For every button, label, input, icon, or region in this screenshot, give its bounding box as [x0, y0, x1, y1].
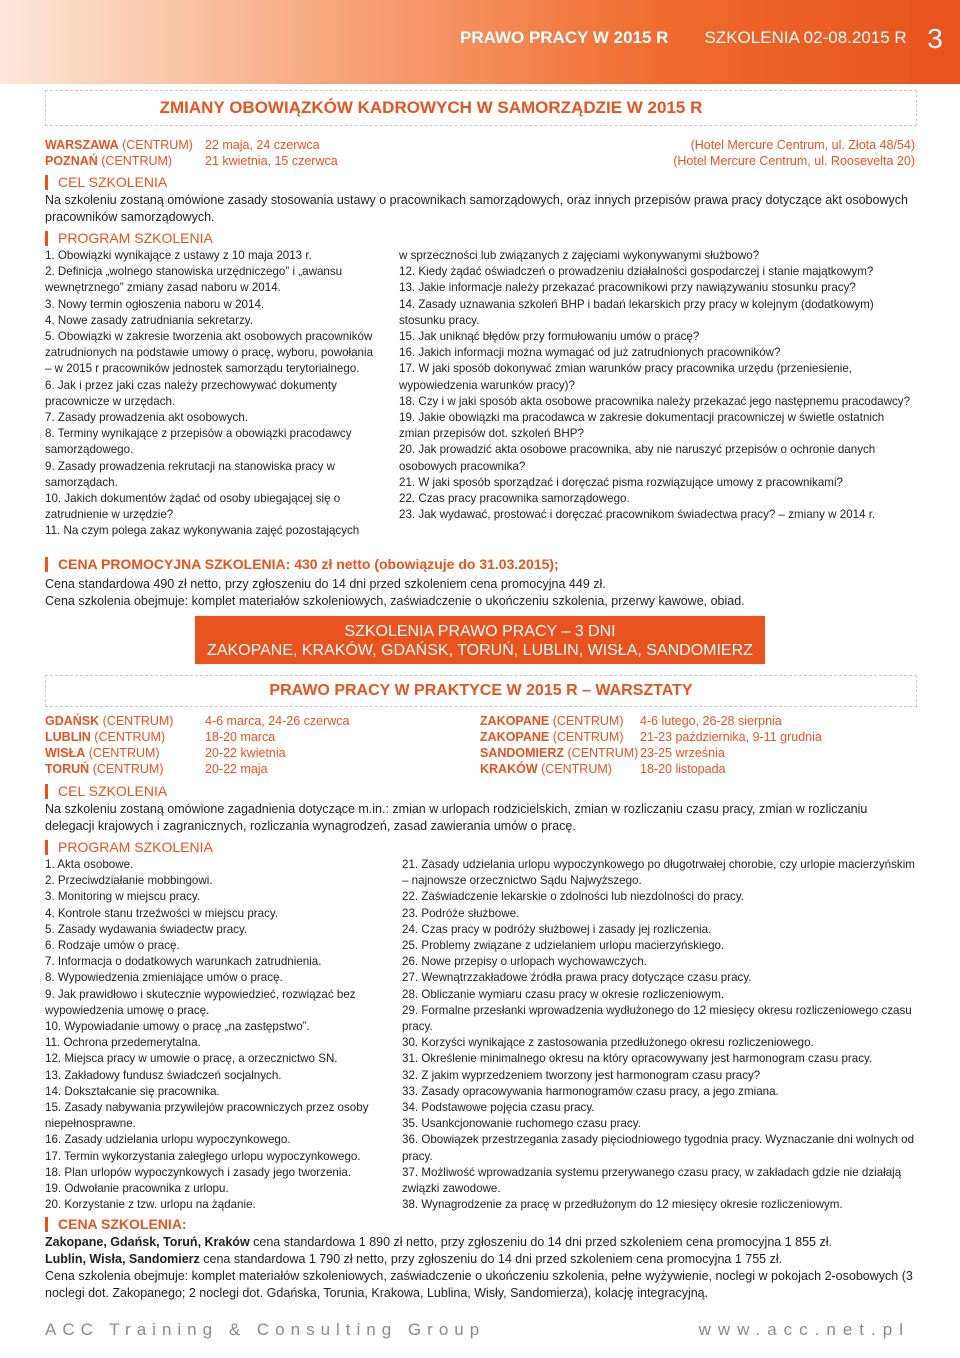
page-header — [0, 0, 960, 84]
list-item: 19. Jakie obowiązki ma pracodawca w zakresie dokumentacji pracowniczej w świetle ostatnich zmian przepisów dot. szkoleń BHP? — [399, 411, 888, 441]
price-row — [45, 1251, 915, 1268]
location-city: TORUŃ — [45, 762, 90, 776]
location-suffix: (CENTRUM) — [90, 730, 166, 744]
list-item: 8. Terminy wynikające z przepisów a obowiązki pracodawcy samorządowego. — [45, 427, 355, 457]
list-item: 21. W jaki sposób sporządzać i doręczać pisma rozwiązujące umowy z pracownikami? — [399, 475, 843, 489]
list-item: 17. W jaki sposób dokonywać zmian warunków pracy pracownika urzędu (przeniesienie, wypowiedzenia warunków pracy)? — [399, 362, 856, 392]
location-suffix: (CENTRUM) — [549, 730, 624, 744]
list-item: 7. Informacja o dodatkowych warunkach zatrudnienia. — [45, 955, 322, 969]
list-item: 10. Wypowiadanie umowy o pracę „na zastępstwo”. — [45, 1020, 310, 1034]
list-item: 34. Podstawowe pojęcia czasu pracy. — [402, 1101, 595, 1115]
list-item: 14. Dokształcanie się pracownika. — [45, 1084, 220, 1098]
list-item: 7. Zasady prowadzenia akt osobowych. — [45, 411, 249, 425]
list-item: 18. Czy i w jaki sposób akta osobowe pracownika należy przekazać jego następnemu pracodawcy? — [399, 394, 911, 408]
list-item: 29. Formalne przesłanki wprowadzenia wydłużonego do 12 miesięcy okresu rozliczeniowego czasu pracy. — [402, 1003, 915, 1034]
list-item: 10. Jakich dokumentów żądać od osoby ubiegającej się o zatrudnienie w urzędzie? — [45, 492, 344, 522]
list-item: 21. Zasady udzielania urlopu wypoczynkowego po długotrwałej chorobie, czy urlopie macierzyńskim – najnowsze orzecznictwo Sądu Najwyższego. — [402, 858, 919, 888]
list-item: 2. Definicja „wolnego stanowiska urzędniczego” i „awansu wewnętrznego” zmiany zasad naboru w 2014. — [45, 265, 346, 295]
section1-goal-text: Na szkoleniu zostaną omówione zasady stosowania ustawy o pracownikach samorządowych, oraz innych przepisów prawa pracy dotyczące akt osobowych pracowników samorządowych. — [45, 193, 908, 224]
location-suffix: (CENTRUM) — [537, 762, 612, 776]
list-item: 33. Zasady opracowywania harmonogramów czasu pracy, a jego zmiana. — [402, 1084, 779, 1098]
list-item: 25. Problemy związane z udzielaniem urlopu macierzyńskiego. — [402, 939, 725, 953]
list-item: 17. Termin wykorzystania zaległego urlopu wypoczynkowego. — [45, 1149, 361, 1163]
list-item: 22. Czas pracy pracownika samorządowego. — [399, 492, 630, 506]
location-dates: 20-22 maja — [205, 762, 268, 776]
location-hotel: (Hotel Mercure Centrum, ul. Roosevelta 20) — [673, 154, 915, 168]
list-item: 9. Zasady prowadzenia rekrutacji na stanowiska pracy w samorządach. — [45, 459, 339, 489]
location-city: SANDOMIERZ — [480, 746, 565, 760]
price-cities: Zakopane, Gdańsk, Toruń, Kraków — [45, 1235, 250, 1249]
list-item: 16. Jakich informacji można wymagać od już zatrudnionych pracowników? — [399, 346, 781, 360]
list-item: 4. Kontrole stanu trzeźwości w miejscu pracy. — [45, 906, 279, 920]
location-row — [45, 714, 173, 728]
price-standard-text: Cena standardowa 490 zł netto, przy zgłoszeniu do 14 dni przed szkoleniem cena promocyjna 449 zł. — [45, 577, 606, 591]
location-suffix: (CENTRUM) — [118, 138, 193, 152]
location-row — [45, 138, 193, 152]
section2-program-left — [45, 857, 390, 1213]
section2-goal-heading: CEL SZKOLENIA — [45, 784, 167, 799]
list-item: 6. Rodzaje umów o pracę. — [45, 939, 180, 953]
list-item: 38. Wynagrodzenie za pracę w przedłużonym do 12 miesięcy okresie rozliczeniowym. — [402, 1198, 843, 1212]
footer-website[interactable]: www.acc.net.pl — [698, 1320, 910, 1339]
price-text: cena standardowa 1 790 zł netto, przy zgłoszeniu do 14 dni przed szkoleniem cena promocyjna 1 755 zł. — [199, 1252, 783, 1266]
location-hotel: (Hotel Mercure Centrum, ul. Złota 48/54) — [690, 138, 915, 152]
location-dates: 20-22 kwietnia — [205, 746, 286, 760]
location-suffix: (CENTRUM) — [564, 746, 639, 760]
list-item: w sprzeczności lub związanych z zajęciami wykonywanymi służbowo? — [399, 249, 760, 262]
location-city: POZNAŃ — [45, 154, 98, 168]
section2-banner-line2: ZAKOPANE, KRAKÓW, GDAŃSK, TORUŃ, LUBLIN, WISŁA, SANDOMIERZ — [207, 642, 753, 659]
list-item: 13. Zakładowy fundusz świadczeń socjalnych. — [45, 1068, 282, 1082]
promo-price-heading: CENA PROMOCYJNA SZKOLENIA: 430 zł netto (obowiązuje do 31.03.2015); — [45, 557, 559, 572]
location-suffix: (CENTRUM) — [99, 714, 174, 728]
location-row — [480, 730, 624, 744]
list-item: 19. Odwołanie pracownika z urlopu. — [45, 1182, 229, 1196]
list-item: 24. Czas pracy w podróży służbowej i zasady jej rozliczenia. — [402, 922, 712, 936]
list-item: 11. Ochrona przedemerytalna. — [45, 1036, 201, 1050]
location-city: WARSZAWA — [45, 138, 119, 152]
list-item: 11. Na czym polega zakaz wykonywania zajęć pozostających — [45, 524, 360, 538]
location-city: KRAKÓW — [480, 762, 538, 776]
location-city: GDAŃSK — [45, 714, 100, 728]
list-item: 12. Kiedy żądać oświadczeń o prowadzeniu działalności gospodarczej i stanie majątkowym? — [399, 265, 874, 279]
list-item: 6. Jak i przez jaki czas należy przechowywać dokumenty pracownicze w urzędach. — [45, 378, 341, 408]
location-city: WISŁA — [45, 746, 86, 760]
location-suffix: (CENTRUM) — [89, 762, 164, 776]
list-item: 1. Akta osobowe. — [45, 858, 134, 871]
list-item: 37. Możliwość wprowadzania systemu przerywanego czasu pracy, w zakładach gdzie nie działają związki zawodowe. — [402, 1165, 905, 1196]
section2-title: PRAWO PRACY W PRAKTYCE W 2015 R – WARSZTATY — [269, 682, 693, 699]
list-item: 8. Wypowiedzenia zmieniające umów o pracę. — [45, 971, 283, 985]
list-item: 1. Obowiązki wynikające z ustawy z 10 maja 2013 r. — [45, 249, 312, 262]
footer-company: ACC Training & Consulting Group — [45, 1320, 486, 1339]
list-item: 30. Korzyści wynikające z zastosowania przedłużonego okresu rozliczeniowego. — [402, 1036, 814, 1050]
list-item: 16. Zasady udzielania urlopu wypoczynkowego. — [45, 1133, 291, 1147]
header-subtitle: SZKOLENIA 02-08.2015 R — [704, 28, 907, 47]
location-city: ZAKOPANE — [480, 730, 550, 744]
header-title-row — [460, 28, 907, 48]
location-row — [45, 746, 160, 760]
location-city: ZAKOPANE — [480, 714, 550, 728]
list-item: 28. Obliczanie wymiaru czasu pracy w okresie rozliczeniowym. — [402, 987, 725, 1001]
list-item: 3. Nowy termin ogłoszenia naboru w 2014. — [45, 297, 265, 311]
list-item: 14. Zasady uznawania szkoleń BHP i badań lekarskich przy pracy w kolejnym (dodatkowym) stosunku pracy. — [399, 297, 877, 327]
section2-banner-line1: SZKOLENIA PRAWO PRACY – 3 DNI — [344, 623, 616, 640]
list-item: 5. Obowiązki w zakresie tworzenia akt osobowych pracowników zatrudnionych na podstawie umowy o pracę, wyboru, powołania – w 2015 r pracowników jednostek samorządu terytorialnego. — [45, 330, 377, 376]
location-city: LUBLIN — [45, 730, 91, 744]
location-row — [45, 762, 164, 776]
list-item: 23. Podróże służbowe. — [402, 906, 520, 920]
section2-program-heading: PROGRAM SZKOLENIA — [45, 840, 213, 855]
location-suffix: (CENTRUM) — [549, 714, 624, 728]
section1-program-right — [399, 248, 917, 523]
location-dates: 18-20 marca — [205, 730, 276, 744]
list-item: 20. Jak prowadzić akta osobowe pracownika, aby nie naruszyć przepisów o ochronie danych osobowych pracownika? — [399, 443, 879, 473]
location-row — [480, 762, 612, 776]
price-cities: Lublin, Wisła, Sandomierz — [45, 1252, 200, 1266]
location-dates: 4-6 lutego, 26-28 sierpnia — [640, 714, 782, 728]
location-suffix: (CENTRUM) — [97, 154, 173, 168]
location-row — [480, 746, 638, 760]
list-item: 18. Plan urlopów wypoczynkowych i zasady jego tworzenia. — [45, 1165, 352, 1179]
section1-goal-heading: CEL SZKOLENIA — [45, 175, 167, 190]
location-row — [45, 154, 172, 168]
list-item: 32. Z jakim wyprzedzeniem tworzony jest harmonogram czasu pracy? — [402, 1068, 761, 1082]
list-item: 12. Miejsca pracy w umowie o pracę, a orzecznictwo SN. — [45, 1052, 338, 1066]
list-item: 13. Jakie informacje należy przekazać pracownikowi przy nawiązywaniu stosunku pracy? — [399, 281, 856, 295]
list-item: 15. Jak uniknąć błędów przy formułowaniu umów o pracę? — [399, 330, 700, 344]
price-includes-text: Cena szkolenia obejmuje: komplet materiałów szkoleniowych, zaświadczenie o ukończeniu szkolenia, przerwy kawowe, obiad. — [45, 594, 745, 608]
section2-price-heading: CENA SZKOLENIA: — [45, 1217, 187, 1232]
header-title: PRAWO PRACY W 2015 R — [460, 28, 669, 47]
location-dates: 21-23 października, 9-11 grudnia — [640, 730, 822, 744]
location-row — [45, 730, 165, 744]
list-item: 35. Usankcjonowanie ruchomego czasu pracy. — [402, 1117, 641, 1131]
section1-program-heading: PROGRAM SZKOLENIA — [45, 231, 213, 246]
location-dates: 23-25 września — [640, 746, 725, 760]
list-item: 23. Jak wydawać, prostować i doręczać pracownikom świadectwa pracy? – zmiany w 2014 r. — [399, 508, 876, 522]
section2-goal-text: Na szkoleniu zostaną omówione zagadnienia dotyczące m.in.: zmian w urlopach rodzicielskich, zmian w rozliczaniu czasu pracy, zmian w rozliczaniu delegacji krajowych i zagranicznych, rozliczania wynagrodzeń, zasad zawierania umów o pracę. — [45, 802, 868, 833]
price-text: cena standardowa 1 890 zł netto, przy zgłoszeniu do 14 dni przed szkoleniem cena promocyjna 1 855 zł. — [249, 1235, 832, 1249]
section1-title: ZMIANY OBOWIĄZKÓW KADROWYCH W SAMORZĄDZIE W 2015 R — [159, 98, 703, 117]
list-item: 20. Korzystanie z tzw. urlopu na żądanie. — [45, 1198, 256, 1212]
location-row — [480, 714, 624, 728]
price-includes-text: Cena szkolenia obejmuje: komplet materiałów szkoleniowych, zaświadczenie o ukończeniu szkolenia, pełne wyżywienie, noclegi w pokojach 2-osobowych (3 noclegi dot. Zakopanego; 2 noclegi dot. Gdańska, Torunia, Krakowa, Lublina, Wisły, Sandomierza), kolację integracyjną. — [45, 1269, 913, 1300]
location-dates: 22 maja, 24 czerwca — [205, 138, 320, 152]
section2-program-right — [402, 857, 917, 1213]
list-item: 27. Wewnątrzzakładowe źródła prawa pracy dotyczące czasu pracy. — [402, 971, 752, 985]
list-item: 26. Nowe przepisy o urlopach wychowawczych. — [402, 955, 647, 969]
page-number: 3 — [910, 0, 960, 84]
section2-title-banner — [45, 675, 917, 707]
section2-orange-banner — [195, 616, 765, 664]
list-item: 36. Obowiązek przestrzegania zasady pięciodniowego tygodnia pracy. Wyznaczanie dni wolnych od pracy. — [402, 1133, 918, 1163]
location-dates: 21 kwietnia, 15 czerwca — [205, 154, 338, 168]
list-item: 4. Nowe zasady zatrudniania sekretarzy. — [45, 313, 253, 327]
list-item: 15. Zasady nabywania przywilejów pracowniczych przez osoby niepełnosprawne. — [45, 1101, 372, 1131]
price-row — [45, 1234, 915, 1251]
section1-program-left — [45, 248, 380, 540]
list-item: 9. Jak prawidłowo i skutecznie wypowiedzieć, rozwiązać bez wypowiedzenia umowę o pracę. — [45, 987, 359, 1017]
list-item: 3. Monitoring w miejscu pracy. — [45, 890, 201, 904]
list-item: 22. Zaświadczenie lekarskie o zdolności lub niezdolności do pracy. — [402, 890, 744, 904]
list-item: 5. Zasady wydawania świadectw pracy. — [45, 922, 248, 936]
location-suffix: (CENTRUM) — [85, 746, 160, 760]
location-dates: 18-20 listopada — [640, 762, 726, 776]
section1-title-banner — [45, 90, 917, 126]
list-item: 31. Określenie minimalnego okresu na który opracowywany jest harmonogram czasu pracy. — [402, 1052, 873, 1066]
location-dates: 4-6 marca, 24-26 czerwca — [205, 714, 350, 728]
list-item: 2. Przeciwdziałanie mobbingowi. — [45, 874, 213, 888]
